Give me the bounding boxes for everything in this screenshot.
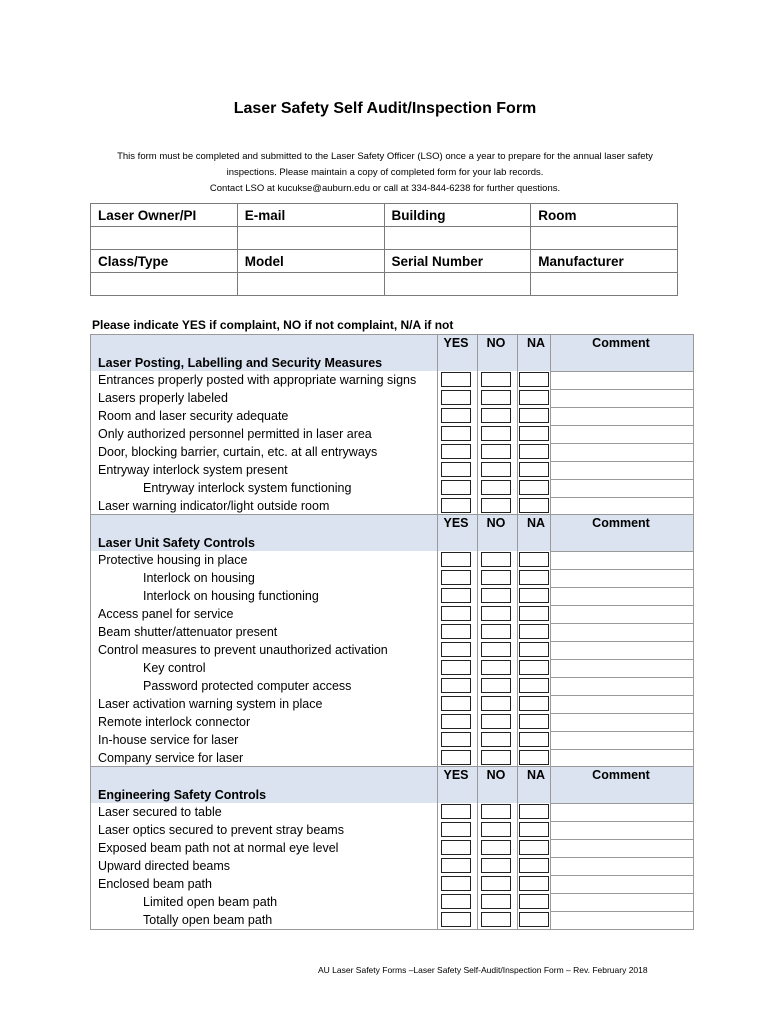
na-checkbox[interactable] xyxy=(519,408,549,423)
yes-checkbox[interactable] xyxy=(441,660,471,675)
checklist-item-label: Exposed beam path not at normal eye level xyxy=(98,841,339,855)
column-divider xyxy=(437,766,438,929)
no-checkbox[interactable] xyxy=(481,750,511,765)
no-checkbox[interactable] xyxy=(481,696,511,711)
no-checkbox[interactable] xyxy=(481,570,511,585)
na-checkbox[interactable] xyxy=(519,642,549,657)
na-checkbox[interactable] xyxy=(519,696,549,711)
yes-checkbox[interactable] xyxy=(441,822,471,837)
checklist-row xyxy=(91,605,693,623)
serial-number-field[interactable] xyxy=(384,273,531,296)
model-label: Model xyxy=(237,250,384,273)
section-title: Laser Posting, Labelling and Security Measures xyxy=(98,356,383,370)
checklist-item-label: Entryway interlock system functioning xyxy=(143,481,352,495)
checklist-row xyxy=(91,461,693,479)
no-checkbox[interactable] xyxy=(481,588,511,603)
checklist-row xyxy=(91,893,693,911)
checklist-item-label: Room and laser security adequate xyxy=(98,409,289,423)
checklist-row xyxy=(91,641,693,659)
no-checkbox[interactable] xyxy=(481,894,511,909)
checklist-row xyxy=(91,731,693,749)
no-checkbox[interactable] xyxy=(481,372,511,387)
comment-field[interactable] xyxy=(550,839,693,857)
comment-field[interactable] xyxy=(550,749,693,767)
checklist-item-label: Only authorized personnel permitted in laser area xyxy=(98,427,372,441)
checklist-item-label: Remote interlock connector xyxy=(98,715,251,729)
comment-field[interactable] xyxy=(550,587,693,605)
checklist-row xyxy=(91,479,693,497)
na-checkbox[interactable] xyxy=(519,426,549,441)
instruction-text: Please indicate YES if complaint, NO if not complaint, N/A if not xyxy=(92,318,454,332)
checklist-item-label: Access panel for service xyxy=(98,607,234,621)
yes-checkbox[interactable] xyxy=(441,678,471,693)
no-checkbox[interactable] xyxy=(481,642,511,657)
yes-checkbox[interactable] xyxy=(441,624,471,639)
no-column-header: NO xyxy=(486,516,506,530)
comment-field[interactable] xyxy=(550,731,693,749)
checklist-item-label: Laser warning indicator/light outside room xyxy=(98,499,330,513)
checklist-item-label: Laser optics secured to prevent stray beams xyxy=(98,823,344,837)
checklist-item-label: Enclosed beam path xyxy=(98,877,212,891)
na-checkbox[interactable] xyxy=(519,498,549,513)
checklist-row xyxy=(91,587,693,605)
checklist-item-label: Key control xyxy=(143,661,206,675)
section-posting-labelling xyxy=(90,334,694,515)
checklist-row xyxy=(91,659,693,677)
yes-checkbox[interactable] xyxy=(441,444,471,459)
checklist-item-label: Entryway interlock system present xyxy=(98,463,288,477)
comment-field[interactable] xyxy=(550,641,693,659)
column-divider xyxy=(437,514,438,767)
yes-checkbox[interactable] xyxy=(441,858,471,873)
class-type-label: Class/Type xyxy=(91,250,238,273)
intro-text xyxy=(60,149,710,197)
intro-line: This form must be completed and submitted to the Laser Safety Officer (LSO) once a year to prepare for the annual laser safety xyxy=(117,151,653,162)
yes-checkbox[interactable] xyxy=(441,462,471,477)
checklist-row xyxy=(91,713,693,731)
na-checkbox[interactable] xyxy=(519,750,549,765)
comment-field[interactable] xyxy=(550,461,693,479)
checklist-row xyxy=(91,839,693,857)
na-checkbox[interactable] xyxy=(519,570,549,585)
section-engineering-controls xyxy=(90,766,694,930)
checklist-row xyxy=(91,443,693,461)
comment-field[interactable] xyxy=(550,857,693,875)
checklist-item-label: Limited open beam path xyxy=(143,895,278,909)
na-checkbox[interactable] xyxy=(519,894,549,909)
laser-info-table xyxy=(90,203,678,296)
laser-owner-label: Laser Owner/PI xyxy=(91,204,238,227)
comment-field[interactable] xyxy=(550,569,693,587)
comment-field[interactable] xyxy=(550,407,693,425)
checklist-row xyxy=(91,389,693,407)
no-checkbox[interactable] xyxy=(481,444,511,459)
intro-line: inspections. Please maintain a copy of completed form for your lab records. xyxy=(226,167,544,178)
na-column-header: NA xyxy=(526,336,546,350)
no-checkbox[interactable] xyxy=(481,480,511,495)
no-checkbox[interactable] xyxy=(481,462,511,477)
column-divider xyxy=(477,334,478,515)
no-checkbox[interactable] xyxy=(481,858,511,873)
checklist-item-label: Interlock on housing functioning xyxy=(143,589,319,603)
building-label: Building xyxy=(384,204,531,227)
checklist-row xyxy=(91,497,693,515)
yes-checkbox[interactable] xyxy=(441,894,471,909)
comment-field[interactable] xyxy=(550,893,693,911)
column-divider xyxy=(517,766,518,929)
checklist-row xyxy=(91,695,693,713)
na-checkbox[interactable] xyxy=(519,606,549,621)
no-checkbox[interactable] xyxy=(481,426,511,441)
no-checkbox[interactable] xyxy=(481,552,511,567)
checklist-item-label: Interlock on housing xyxy=(143,571,255,585)
yes-checkbox[interactable] xyxy=(441,588,471,603)
comment-field[interactable] xyxy=(550,803,693,821)
na-checkbox[interactable] xyxy=(519,732,549,747)
checklist-item-label: In-house service for laser xyxy=(98,733,239,747)
na-checkbox[interactable] xyxy=(519,912,549,927)
no-checkbox[interactable] xyxy=(481,876,511,891)
yes-checkbox[interactable] xyxy=(441,804,471,819)
no-checkbox[interactable] xyxy=(481,606,511,621)
comment-field[interactable] xyxy=(550,605,693,623)
yes-checkbox[interactable] xyxy=(441,480,471,495)
comment-field[interactable] xyxy=(550,389,693,407)
checklist-row xyxy=(91,911,693,929)
checklist-item-label: Upward directed beams xyxy=(98,859,231,873)
comment-field[interactable] xyxy=(550,497,693,515)
checklist-item-label: Password protected computer access xyxy=(143,679,352,693)
checklist-item-label: Laser activation warning system in place xyxy=(98,697,323,711)
yes-checkbox[interactable] xyxy=(441,498,471,513)
checklist-item-label: Entrances properly posted with appropriate warning signs xyxy=(98,373,417,387)
comment-column-header: Comment xyxy=(592,336,650,350)
yes-checkbox[interactable] xyxy=(441,696,471,711)
section-title: Engineering Safety Controls xyxy=(98,788,267,802)
comment-field[interactable] xyxy=(550,659,693,677)
model-field[interactable] xyxy=(237,273,384,296)
checklist-item-label: Control measures to prevent unauthorized activation xyxy=(98,643,388,657)
no-checkbox[interactable] xyxy=(481,804,511,819)
na-checkbox[interactable] xyxy=(519,624,549,639)
checklist-item-label: Lasers properly labeled xyxy=(98,391,228,405)
yes-checkbox[interactable] xyxy=(441,426,471,441)
column-divider xyxy=(550,334,551,515)
no-checkbox[interactable] xyxy=(481,912,511,927)
no-checkbox[interactable] xyxy=(481,840,511,855)
column-divider xyxy=(550,514,551,767)
checklist-row xyxy=(91,425,693,443)
checklist-row xyxy=(91,623,693,641)
no-checkbox[interactable] xyxy=(481,732,511,747)
checklist-row xyxy=(91,551,693,569)
na-checkbox[interactable] xyxy=(519,714,549,729)
na-checkbox[interactable] xyxy=(519,372,549,387)
na-checkbox[interactable] xyxy=(519,678,549,693)
comment-field[interactable] xyxy=(550,371,693,389)
serial-number-label: Serial Number xyxy=(384,250,531,273)
checklist-row xyxy=(91,371,693,389)
na-checkbox[interactable] xyxy=(519,552,549,567)
checklist-row xyxy=(91,875,693,893)
comment-field[interactable] xyxy=(550,713,693,731)
yes-checkbox[interactable] xyxy=(441,642,471,657)
comment-field[interactable] xyxy=(550,875,693,893)
email-label: E-mail xyxy=(237,204,384,227)
yes-checkbox[interactable] xyxy=(441,552,471,567)
email-field[interactable] xyxy=(237,227,384,250)
checklist-row xyxy=(91,569,693,587)
na-checkbox[interactable] xyxy=(519,390,549,405)
room-label: Room xyxy=(531,204,678,227)
column-divider xyxy=(477,514,478,767)
yes-checkbox[interactable] xyxy=(441,372,471,387)
section-header xyxy=(91,766,693,803)
class-type-field[interactable] xyxy=(91,273,238,296)
checklist-row xyxy=(91,821,693,839)
na-checkbox[interactable] xyxy=(519,822,549,837)
checklist-item-label: Company service for laser xyxy=(98,751,244,765)
no-checkbox[interactable] xyxy=(481,390,511,405)
na-checkbox[interactable] xyxy=(519,858,549,873)
yes-checkbox[interactable] xyxy=(441,570,471,585)
column-divider xyxy=(550,766,551,929)
laser-owner-field[interactable] xyxy=(91,227,238,250)
yes-checkbox[interactable] xyxy=(441,732,471,747)
no-checkbox[interactable] xyxy=(481,822,511,837)
comment-field[interactable] xyxy=(550,695,693,713)
intro-line: Contact LSO at kucukse@auburn.edu or call at 334-844-6238 for further questions. xyxy=(209,183,561,194)
section-title: Laser Unit Safety Controls xyxy=(98,536,255,550)
na-checkbox[interactable] xyxy=(519,480,549,495)
yes-checkbox[interactable] xyxy=(441,750,471,765)
no-checkbox[interactable] xyxy=(481,408,511,423)
na-column-header: NA xyxy=(526,768,546,782)
column-divider xyxy=(477,766,478,929)
comment-column-header: Comment xyxy=(592,516,650,530)
yes-checkbox[interactable] xyxy=(441,714,471,729)
checklist-row xyxy=(91,407,693,425)
comment-field[interactable] xyxy=(550,443,693,461)
no-column-header: NO xyxy=(486,768,506,782)
column-divider xyxy=(517,334,518,515)
na-checkbox[interactable] xyxy=(519,462,549,477)
checklist-item-label: Laser secured to table xyxy=(98,805,222,819)
form-title: Laser Safety Self Audit/Inspection Form xyxy=(233,100,537,117)
no-checkbox[interactable] xyxy=(481,498,511,513)
yes-checkbox[interactable] xyxy=(441,840,471,855)
comment-field[interactable] xyxy=(550,911,693,929)
comment-field[interactable] xyxy=(550,551,693,569)
yes-checkbox[interactable] xyxy=(441,390,471,405)
section-header xyxy=(91,514,693,551)
yes-column-header: YES xyxy=(443,336,469,350)
na-checkbox[interactable] xyxy=(519,804,549,819)
checklist-item-label: Protective housing in place xyxy=(98,553,248,567)
yes-column-header: YES xyxy=(443,768,469,782)
section-unit-safety-controls xyxy=(90,514,694,767)
na-checkbox[interactable] xyxy=(519,660,549,675)
section-header xyxy=(91,334,693,371)
comment-field[interactable] xyxy=(550,425,693,443)
checklist-row xyxy=(91,857,693,875)
checklist-item-label: Beam shutter/attenuator present xyxy=(98,625,278,639)
manufacturer-field[interactable] xyxy=(531,273,678,296)
comment-field[interactable] xyxy=(550,821,693,839)
yes-column-header: YES xyxy=(443,516,469,530)
checklist-row xyxy=(91,749,693,767)
column-divider xyxy=(437,334,438,515)
checklist-item-label: Door, blocking barrier, curtain, etc. at all entryways xyxy=(98,445,378,459)
no-column-header: NO xyxy=(486,336,506,350)
room-field[interactable] xyxy=(531,227,678,250)
no-checkbox[interactable] xyxy=(481,660,511,675)
na-checkbox[interactable] xyxy=(519,444,549,459)
comment-field[interactable] xyxy=(550,479,693,497)
no-checkbox[interactable] xyxy=(481,624,511,639)
footer-text: AU Laser Safety Forms –Laser Safety Self-Audit/Inspection Form – Rev. February 2018 xyxy=(318,965,648,975)
column-divider xyxy=(517,514,518,767)
manufacturer-label: Manufacturer xyxy=(531,250,678,273)
building-field[interactable] xyxy=(384,227,531,250)
checklist-item-label: Totally open beam path xyxy=(143,913,273,927)
no-checkbox[interactable] xyxy=(481,678,511,693)
yes-checkbox[interactable] xyxy=(441,912,471,927)
comment-field[interactable] xyxy=(550,623,693,641)
comment-column-header: Comment xyxy=(592,768,650,782)
comment-field[interactable] xyxy=(550,677,693,695)
yes-checkbox[interactable] xyxy=(441,606,471,621)
na-checkbox[interactable] xyxy=(519,876,549,891)
yes-checkbox[interactable] xyxy=(441,876,471,891)
na-checkbox[interactable] xyxy=(519,840,549,855)
no-checkbox[interactable] xyxy=(481,714,511,729)
checklist-row xyxy=(91,677,693,695)
yes-checkbox[interactable] xyxy=(441,408,471,423)
checklist-row xyxy=(91,803,693,821)
na-checkbox[interactable] xyxy=(519,588,549,603)
na-column-header: NA xyxy=(526,516,546,530)
